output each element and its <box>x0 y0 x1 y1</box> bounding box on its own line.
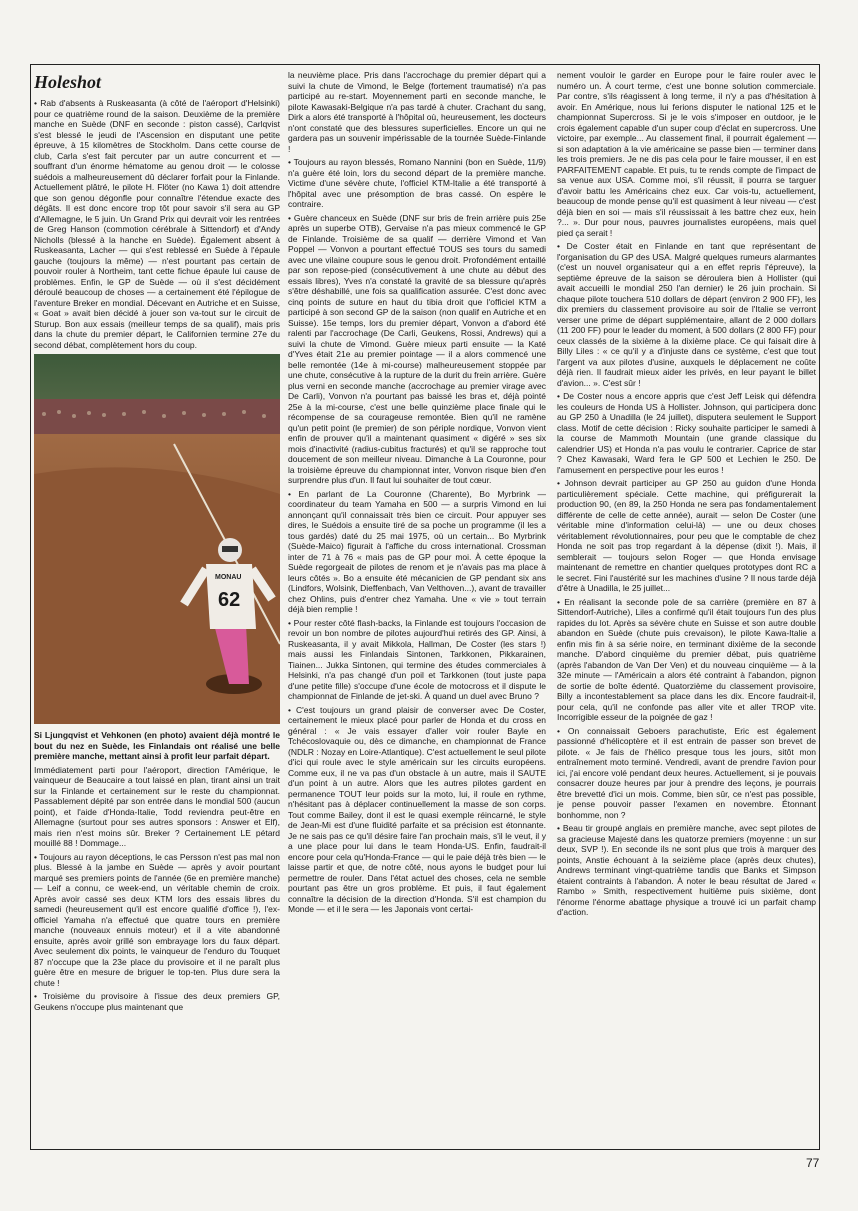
paragraph: • En réalisant la seconde pole de sa carrière (première en 87 à Sittendorf-Autriche), Liles a confirmé qu'il était toujours l'un des plus rapides du lot. Après sa sévère chute en Suisse et son autre double abandon en Suède (chute puis crevaison), le pilote Kawa-Italie a enfin mis fin à sa série noire, en terminant dixième de la seconde manche. D'abord cinquième du premier débat, puis quatrième (après l'abandon de Van Der Ven) et du nouveau cinquième — à la 32e minute — l'Américain a alors été contraint à l'abandon, pignon de sortie de boîte édenté. Quatorzième du classement provisoire, Billy a incontestablement sa place dans les dix. Encore faudrait-il, pour cela, qu'il ne confonde pas aller vite et aller TROP vite. Incorrigible esseur de la poignée de gaz ! <box>557 596 816 722</box>
paragraph: • Rab d'absents à Ruskeasanta (à côté de l'aéroport d'Helsinki) pour ce quatrième round de la saison. Deuxième de la première manche en Suède (DNF en seconde : piston cassé), Carlqvist s'est blessé le jeudi de l'Ascension en disputant une petite épreuve, à 15 kilomètres de Stockholm. Dans cette course de club, Carla s'est fait percuter par un autre concurrent et — souffrant d'un énorme hématome au genou droit — le colosse suédois a malheureusement dû déclarer forfait pour la Finlande. Actuellement plâtré, le pilote H. Flöter (no Kawa 1) doit attendre que son genou dégonfle pour connaître l'étendue exacte des dégâts. Il est donc encore trop tôt pour savoir s'il sera au GP d'Allemagne, le 5 juin. Un Grand Prix qui devrait voir les rentrées de Greg Hanson (commotion cérébrale à Sittendorf) et d'Andy Nicholls (blessé à la hanche en Suède). Également absent à Ruskeasanta, Lacher — qui s'est reblessé en Suède à l'épaule gauche (toujours la même) — n'est pourtant pas certain de pouvoir rouler à Northeim, tant cette fichue épaule lui cause de problèmes. Enfin, le GP de Suède — où il s'est décidément déroulé beaucoup de choses — a certainement été l'épilogue de l'aventure Breker en mondial. Décevant en Autriche et en Suisse, « Goat » avait bien décidé à jouer son va-tout sur le circuit de Sturup. Bon aux essais (meilleur temps de sa qualif), mais pris dans la chute du premier départ, le Californien termine 27e du second débat, complètement hors du coup. <box>34 98 280 350</box>
motocross-photo <box>34 354 280 724</box>
section-title: Holeshot <box>34 72 102 92</box>
paragraph: nement vouloir le garder en Europe pour le faire rouler avec le numéro un. À court terme, c'est une bonne solution commerciale. Par contre, s'ils réagissent à long terme, il n'y a pas d'hésitation à avoir. En Amérique, nous lui ferions disputer le national 125 et le championnat Supercross. Si je le vois s'imposer en outdoor, je le crois également capable d'un super coup d'éclat en supercross. Une victoire, par exemple... Au classement final, il pourrait également — si son adaptation à la vie américaine se passe bien — terminer dans les trois premiers. Je ne dis pas cela pour le faire mousser, il en est PARFAITEMENT capable. Et puis, tu te rends compte de l'impact de sa venue aux USA. Comme moi, s'il réussit, il pourra se targuer d'avoir battu les Américains chez eux. Car vois-tu, actuellement, beaucoup de monde pense qu'il est quasiment à leur niveau — c'est déjà bien en soi — mais s'il réussissait à les battre chez eux, hein ?... ». Dur pour nous, pauvres journalistes européens, mais quel pied ça serait ! <box>557 70 816 238</box>
paragraph: • Johnson devrait participer au GP 250 au guidon d'une Honda particulièrement spéciale. Cette machine, qui préfigurerait la production 90, (en 89, la 250 Honda ne sera pas fondamentalement différente de celle de cette année), aurait — selon De Coster (une véritable mine d'information celui-là) — une ou deux choses véritablement révolutionnaires, pour peu que le comptable de chez Honda ne soit pas trop regardant à la dépense (dixit !). Mais, il semblerait — toujours selon Roger — que Honda envisage maintenant de remettre en chantier quelques prototypes dont RC a le secret. Fini l'austérité sur les machines d'usine ? Il nous tarde déjà d'être à Unadilla, le 25 juillet... <box>557 478 816 593</box>
rider-illustration <box>34 354 280 724</box>
paragraph: • De Coster nous a encore appris que c'est Jeff Leisk qui défendra les couleurs de Honda US à Hollister. Johnson, qui participera donc au GP 250 à Unadilla (le 24 juillet), disputera seulement le Support class. Motif de cette décision : Ricky souhaite participer le samedi à la course de Mammoth Mountain (une grande classique du calendrier US) et Honda n'a pas voulu le contrarier. Caprice de star ? Chez Kawasaki, Ward fera le GP 500 et Lechien le 250. De l'amusement en perspective pour les euros ! <box>557 391 816 475</box>
paragraph: • Troisième du provisoire à l'issue des deux premiers GP, Geukens n'occupe plus maintenant que <box>34 991 280 1012</box>
paragraph: • Beau tir groupé anglais en première manche, avec sept pilotes de sa gracieuse Majesté dans les quatorze premiers (moyenne : un sur deux, SVP !). En seconde ils ne sont plus que trois à marquer des points, Anstie échouant à la seizième place (après deux chutes), Andrews terminant vingt-quatrième tandis que Banks et Simpson étaient contraints à l'abandon. À noter le beau résultat de Jared « Rambo » Smith, respectivement huitième puis sixième, dont l'énorme l'énorme abattage physique a trouvé ici un parfait champ d'action. <box>557 823 816 917</box>
column-3 <box>557 70 816 1145</box>
column-2 <box>288 70 546 1145</box>
column-1 <box>34 70 280 1145</box>
paragraph: • Pour rester côté flash-backs, la Finlande est toujours l'occasion de revoir un bon nombre de pilotes aujourd'hui retirés des GP. Ainsi, à Ruskeasanta, il y avait Mikkola, Hallman, De Coster (les stars !) mais aussi les Finlandais Sintonen, Tarkkonen, Pikkarainen, Tiainen... Jukka Sintonen, qui termine des études commerciales à Helsinki, n'a pas changé d'un poil et Tarkkonen (tout juste papa d'une petite fille) s'occupe d'une école de motocross et il dispute le championnat de Finlande de jet-ski. À quand un duel avec Bruno ? <box>288 617 546 701</box>
page-number: 77 <box>806 1156 820 1170</box>
paragraph: • C'est toujours un grand plaisir de converser avec De Coster, certainement le mieux placé pour parler de Honda et du cross en général : « Je vais essayer d'aller voir rouler Bayle en Tchécoslovaquie ou, dès ce dimanche, en championnat de France (NDLR : Nozay en Loire-Atlantique). C'est actuellement le seul pilote d'ici qui roule avec le style américain sur les circuits européens. Comme eux, il ne va pas d'un obstacle à un autre, mais il SAUTE d'un point à un autre. Alors que les autres pilotes gardent en permanence TOUT leur poids sur la moto, lui, il roule en rythme, n'hésitant pas à déplacer continuellement la masse de son corps. Tout comme Bailey, dont il est le quasi exemple réincarné, le style de Jean-Mi est d'une fluidité parfaite et sa précision est étonnante. Je ne sais pas ce qu'il désire faire l'an prochain mais, s'il le veut, il y a une place pour lui dans le team Honda-US. Enfin, faudrait-il encore pour cela qu'Honda-France — qui le paie déjà très bien — le laisse partir et que, de notre côté, nous ayons le budget pour lui permettre de rouler. Dans l'état actuel des choses, cela ne semble pourtant pas être un gros problème. Et puis, il faut également connaître la décision de la direction d'Honda. S'il est champion du Monde — et il le sera — les Japonais vont certai- <box>288 704 546 914</box>
paragraph: • On connaissait Geboers parachutiste, Eric est également passionné d'hélicoptère et il est entrain de passer son brevet de pilote. « Je fais de l'hélico presque tous les jours, sitôt mon entraînement moto terminé. Vendredi, avant de prendre l'avion pour ici, j'ai encore volé pendant deux heures. Actuellement, si je pouvais consacrer douze heures par jour à prendre des leçons, je pourrais être brevetté d'ici un mois. Comme, bien sûr, ce n'est pas possible, je pense pouvoir passer l'examen en novembre. Étonnant bonhomme, non ? <box>557 725 816 820</box>
paragraph: • Toujours au rayon déceptions, le cas Persson n'est pas mal non plus. Blessé à la jambe en Suède — après y avoir pourtant marqué ses premiers points de l'année (6e en première manche) — Leif a connu, ce week-end, un véritable chemin de croix. Après avoir cassé ses deux KTM lors des essais libres du samedi (heureusement qu'il est encore qualifié d'office !), l'ex-officiel Yamaha n'a effectué que quatre tours en première manche (nouveaux ennuis moteur) et il a vite abandonné ensuite, après avoir grillé son embrayage lors du faux départ. Avec seulement dix points, le vainqueur de l'enduro du Touquet 87 n'occupe que la 23e place du provisoire et il ne paraît plus guère être en mesure de briguer le top-ten. Plus dure sera la chute ! <box>34 851 280 988</box>
photo-caption: Si Ljungqvist et Vehkonen (en photo) avaient déjà montré le bout du nez en Suède, les Finlandais ont réalisé une belle première manche, mettant ainsi à profit leur parfait départ. <box>34 730 280 761</box>
name-plate-text: MONAU <box>215 574 242 581</box>
paragraph: • Toujours au rayon blessés, Romano Nannini (bon en Suède, 11/9) n'a guère été loin, lors du second départ de la première manche. Victime d'une sévère chute, l'officiel KTM-Italie a été transporté à l'hôpital avec une présomption de bras cassé. On espère le contraire. <box>288 157 546 209</box>
paragraph: • En parlant de La Couronne (Charente), Bo Myrbrink — coordinateur du team Yamaha en 500 — a surpris Vimond en lui annonçant qu'il connaissait très bien ce circuit. Pour appuyer ses dires, le Suédois a ensuite tiré de sa poche un programme (il les a tous gardés) daté du 25 mai 1975, où un certain... Bo Myrbrink (Suède-Maico) figurait à l'affiche du cross international. Crossman inter de 71 à 76 « mais pas de GP pour moi. À cette époque la Suède regorgeait de pilotes de renom et je n'avais pas ma place à leurs côtés ». Bo a ensuite été mécanicien de GP pendant six ans (Lindfors, Wolsink, Dieffenbach, Van Velthoven...), avant de travailler chez Ohlins, puis d'entrer chez Yamaha. Une « vie » tout terrain déjà bien remplie ! <box>288 488 546 614</box>
paragraph: la neuvième place. Pris dans l'accrochage du premier départ qui a suivi la chute de Vimond, le Belge (fortement traumatisé) n'a pas participé au re-start. Moyennement parti en seconde manche, le pilote Kawasaki-Belgique n'a pas tardé à chuter. Crachant du sang, Dirk a alors été transporté à l'hôpital où, heureusement, les docteurs n'ont constaté que des blessures superficielles. Encore un qui ne gardera pas un souvenir impérissable de la tournée Suède-Finlande ! <box>288 70 546 154</box>
paragraph: Immédiatement parti pour l'aéroport, direction l'Amérique, le vainqueur de Beaucaire a tout laissé en plan, tirant ainsi un trait sur la Finlande et certainement sur le reste du championnat. Passablement dépité par son entrée dans le mondial 500 (aucun point), et l'aide d'Honda-Italie, Todd reviendra peut-être en Allemagne (surtout pour ses autres sponsors : Answer et Elf), mais rien n'est moins sûr. Breker ? Certainement LE pétard mouillé 88 ! Dommage... <box>34 764 280 848</box>
paragraph: • De Coster était en Finlande en tant que représentant de l'organisation du GP des USA. Malgré quelques rumeurs alarmantes (c'est un nouvel organisateur qui a en effet repris l'épreuve), la septième épreuve de la saison se déroulera bien à Hollister (qui avait accueilli le mondial 250 l'an dernier) le 26 juin prochain. Si chaque pilote touchera 510 dollars de départ (environ 2 900 FF), les dix premiers du classement provisoire au soir de l'Italie se verront verser une prime de départ supplémentaire, allant de 2 000 dollars (11 200 FF) pour le leader du moment, à 500 dollars (2 800 FF) pour ceux classés de la sixième à la dixième place. Ce qui faisait dire à Billy Liles : « ce qu'il y a d'injuste dans ce système, c'est que tout l'argent va aux pilotes d'usine, auxquels le déplacement ne coûte déjà rien. Il faudrait mieux aider les privés, en leur payant le billet d'avion... ». C'est sûr ! <box>557 241 816 388</box>
paragraph: • Guère chanceux en Suède (DNF sur bris de frein arrière puis 25e après un superbe OTB), Gervaise n'a pas mieux commencé le GP de Finlande. Troisième de sa qualif — derrière Vimond et Van Poppel — Vonvon a pourtant effectué TOUS ses tours du samedi avec une vilaine coupure sous le genou droit. Profondément entaillé par son repose-pied (consécutivement à une chute au début des essais libres), Yves n'a constaté la gravité de sa blessure qu'après s'être déshabillé, une fois sa qualification assurée. C'est donc avec cinq points de suture en haut du tibia droit que l'officiel KTM a participé à son second GP de la saison (non qualif en Autriche et en Suisse). 15e temps, lors du premier départ, Vonvon a d'abord été ralenti par l'accrochage (De Carli, Geukens, Rossi, Andrews) qui a suivi la chute de Vimond. Guère mieux parti ensuite — la Katé d'Yves était 21e au premier pointage — il a alors commencé une belle remontée (14e à mi-course) malheureusement stoppée par une chute, consécutive à la rupture de la durit du frein arrière. Guère plus verni en seconde manche (accrochage au premier virage avec De Carli), Vonvon n'a pourtant pas baissé les bras et, déjà pointé 25e à la mi-course, c'est une belle quinzième place finale qui le récompense de sa courageuse remontée. Bien qu'il ne ramène qu'un petit point (le premier) de son périple nordique, Vonvon vient enfin de prouver qu'il a maintenant quasiment « digéré » ses six mois d'inactivité (radius-cubitus fracturés) et qu'il se rapproche tout doucement de son meilleur niveau. Dimanche à La Couronne, pour la troisième épreuve du championnat inter, Vonvon risque bien d'en surprendre plus d'un. Il faut lui souhaiter de tout cœur. <box>288 212 546 485</box>
rider-number: 62 <box>218 589 241 611</box>
